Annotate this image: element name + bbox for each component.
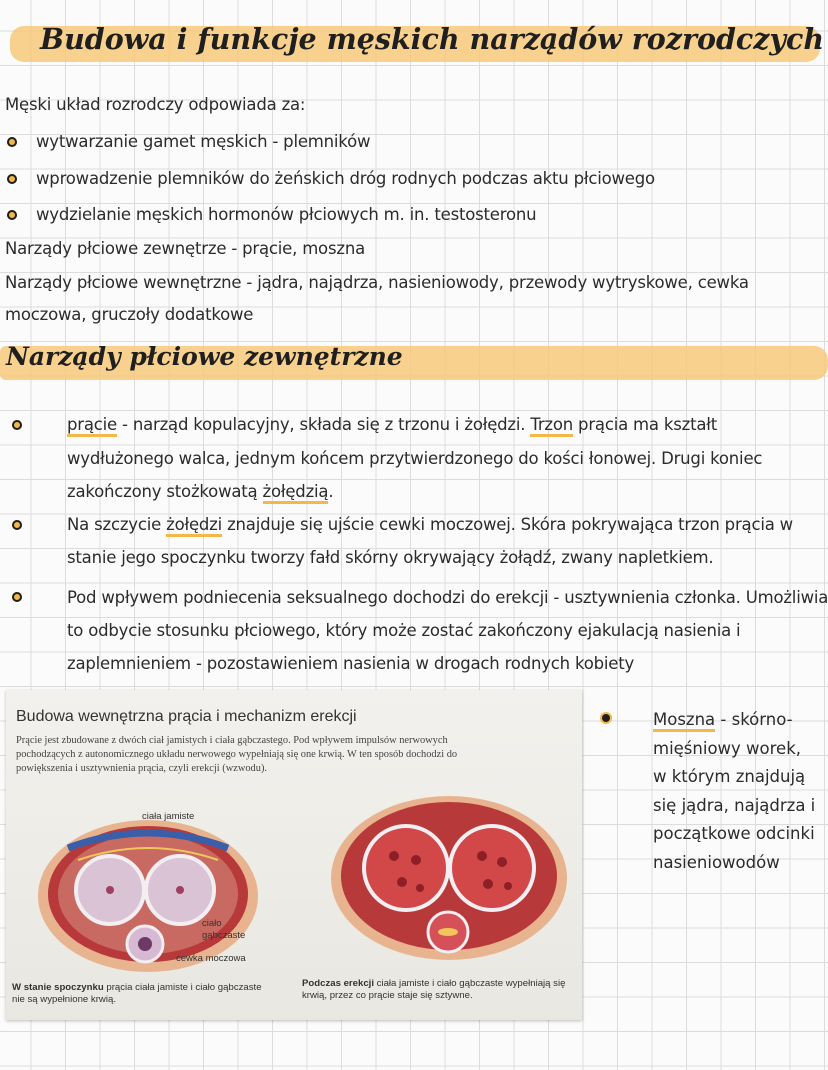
bullet-icon — [602, 714, 610, 722]
section-heading: Narządy płciowe zewnętrzne — [6, 342, 403, 371]
paragraph-napletek-line-1: Na szczycie żołędzi znajduje się ujście cewki moczowej. Skóra pokrywająca trzon prącia w — [67, 514, 793, 536]
bullet-icon — [7, 174, 17, 184]
label-cewka-moczowa: cewka moczowa — [176, 953, 246, 964]
paragraph-erekcja-line-3: zaplemnieniem - pozostawieniem nasienia w drogach rodnych kobiety — [67, 654, 635, 673]
penis-cross-section-erection — [324, 790, 574, 965]
bullet-icon — [12, 520, 22, 530]
bullet-icon — [7, 137, 17, 147]
term-pracie: prącie — [67, 415, 117, 437]
caption-rest: W stanie spoczynku prącia ciała jamiste i ciało gąbczaste nie są wypełnione krwią. — [12, 982, 262, 1005]
intro-lead: Męski układ rozrodczy odpowiada za: — [5, 95, 306, 114]
textbook-figure — [6, 690, 582, 1020]
bullet-icon — [7, 210, 17, 220]
term-trzon: Trzon — [530, 415, 573, 437]
term-zoledzi: żołędzi — [166, 515, 222, 537]
paragraph-erekcja-line-2: to odbycie stosunku płciowego, który może zostać zakończony ejakulacją nasienia i — [67, 621, 741, 640]
paragraph-pracie-line-1: prącie - narząd kopulacyjny, składa się z trzonu i żołędzi. Trzon prącia ma kształt — [67, 414, 717, 436]
moszna-text: Moszna - skórno- mięśniowy worek, w którym znajdują się jądra, najądrza i początkowe odcinki nasieniowodów — [653, 710, 816, 872]
intro-bullet-1: wytwarzanie gamet męskich - plemników — [36, 132, 371, 151]
paragraph-erekcja-line-1: Pod wpływem podniecenia seksualnego dochodzi do erekcji - usztywnienia członka. Umożliwia — [67, 588, 828, 607]
bullet-icon — [12, 592, 22, 602]
internal-organs-2: moczowa, gruczoły dodatkowe — [5, 305, 254, 324]
external-organs: Narządy płciowe zewnętrze - prącie, moszna — [5, 239, 365, 258]
term-zoledzia: żołędzią — [263, 482, 329, 504]
label-cialo-gabczaste-1: ciało — [202, 918, 222, 929]
bullet-icon — [12, 420, 22, 430]
internal-organs-1: Narządy płciowe wewnętrzne - jądra, najądrza, nasieniowody, przewody wytryskowe, cewka — [5, 273, 749, 292]
paragraph-pracie-line-2: wydłużonego walca, jednym końcem przytwierdzonego do kości łonowej. Drugi koniec — [67, 449, 763, 468]
figure-description: Prącie jest zbudowane z dwóch ciał jamistych i ciała gąbczastego. Pod wpływem impulsów nerwowych pochodzących z autonomicznego układu nerwowego wypełniają się one krwią. W ten sposób dochodzi do powiększenia i usztywnienia prącia, czyli erekcji (wzwodu). — [16, 735, 458, 774]
intro-bullet-2: wprowadzenie plemników do żeńskich dróg rodnych podczas aktu płciowego — [36, 169, 655, 188]
caption-erection: Podczas erekcji ciała jamiste i ciało gąbczaste wypełniają się krwią, przez co prącie staje się sztywne. — [302, 978, 566, 1001]
paragraph-napletek-line-2: stanie jego spoczynku tworzy fałd skórny okrywający żołądź, zwany napletkiem. — [67, 548, 714, 567]
intro-bullet-3: wydzielanie męskich hormonów płciowych m. in. testosteronu — [36, 205, 537, 224]
figure-title: Budowa wewnętrzna prącia i mechanizm erekcji — [16, 708, 357, 725]
label-ciala-jamiste: ciała jamiste — [142, 811, 195, 822]
term-moszna: Moszna — [653, 710, 715, 732]
paragraph-pracie-line-3: zakończony stożkowatą żołędzią. — [67, 481, 333, 503]
label-cialo-gabczaste-2: gąbczaste — [202, 930, 246, 941]
page-title: Budowa i funkcje męskich narządów rozrodczych — [40, 22, 825, 56]
